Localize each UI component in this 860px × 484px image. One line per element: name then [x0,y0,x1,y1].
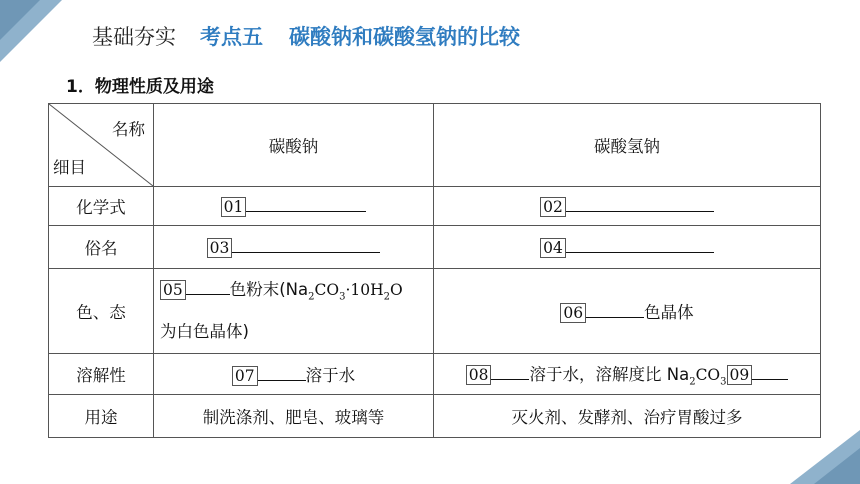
answer-blank-06[interactable] [586,301,644,318]
cell-name-carbonate [154,226,434,269]
answer-blank-02[interactable] [566,195,714,212]
blank-number-06: 06 [560,303,586,323]
row-label-common-name: 俗名 [49,226,154,269]
row-label-color-state: 色、态 [49,269,154,354]
subsection-heading: 1．物理性质及用途 [66,77,214,97]
blank-number-03: 03 [207,238,233,258]
answer-blank-05[interactable] [186,278,230,295]
corner-decoration-top-left-inner [0,0,40,40]
header-sodium-bicarbonate: 碳酸氢钠 [434,104,821,187]
blank-number-02: 02 [540,197,566,217]
color-text-5: 为白色晶体) [160,321,249,341]
corner-decoration-bottom-right-inner [814,448,860,484]
subscript-3a: 3 [339,291,346,303]
cell-use-carbonate: 制洗涤剂、肥皂、玻璃等 [154,395,434,438]
solubility-text-b2: CO [695,365,721,384]
table-row-formula [49,187,821,226]
table-header-row [49,104,821,187]
color-text-3: ·10H [345,281,384,300]
cell-use-bicarbonate: 灭火剂、发酵剂、治疗胃酸过多 [434,395,821,438]
cell-solubility-carbonate [154,354,434,395]
answer-blank-09[interactable] [752,363,788,380]
header-sodium-carbonate: 碳酸钠 [154,104,434,187]
blank-number-09: 09 [727,365,753,385]
answer-blank-04[interactable] [566,236,714,253]
blank-number-07: 07 [232,366,258,386]
comparison-table [48,103,821,438]
page-header [92,20,520,52]
row-label-use: 用途 [49,395,154,438]
color-text-b: 色晶体 [644,303,694,322]
answer-blank-08[interactable] [491,363,529,380]
corner-header-cell [49,104,154,187]
row-label-solubility: 溶解性 [49,354,154,395]
blank-number-04: 04 [540,238,566,258]
cell-color-carbonate [154,269,434,354]
subscript-2c: 2 [689,376,696,388]
table-row-use [49,395,821,438]
page-title: 碳酸钠和碳酸氢钠的比较 [289,25,520,49]
blank-number-08: 08 [466,365,492,385]
solubility-text-b1: 溶于水，溶解度比 Na [529,364,690,384]
cell-color-bicarbonate [434,269,821,354]
topic-label: 考点五 [200,25,263,49]
color-text-4: O [390,281,403,300]
table-row-color-state [49,269,821,354]
answer-blank-03[interactable] [232,236,380,253]
subscript-2a: 2 [308,291,315,303]
color-text-2: CO [314,281,340,300]
row-label-formula: 化学式 [49,187,154,226]
blank-number-01: 01 [221,197,247,217]
table-row-solubility [49,354,821,395]
cell-solubility-bicarbonate [434,354,821,395]
subscript-2b: 2 [383,291,391,303]
cell-name-bicarbonate [434,226,821,269]
answer-blank-07[interactable] [258,364,306,381]
table-row-common-name [49,226,821,269]
corner-bottom-label: 细目 [53,158,86,177]
cell-formula-bicarbonate [434,187,821,226]
color-text-1: 色粉末(Na [229,280,309,300]
corner-top-label: 名称 [112,120,145,139]
solubility-text-a: 溶于水 [305,366,356,385]
subscript-3b: 3 [720,376,727,388]
section-label: 基础夯实 [92,25,176,49]
answer-blank-01[interactable] [246,195,366,212]
blank-number-05: 05 [160,280,186,300]
cell-formula-carbonate [154,187,434,226]
